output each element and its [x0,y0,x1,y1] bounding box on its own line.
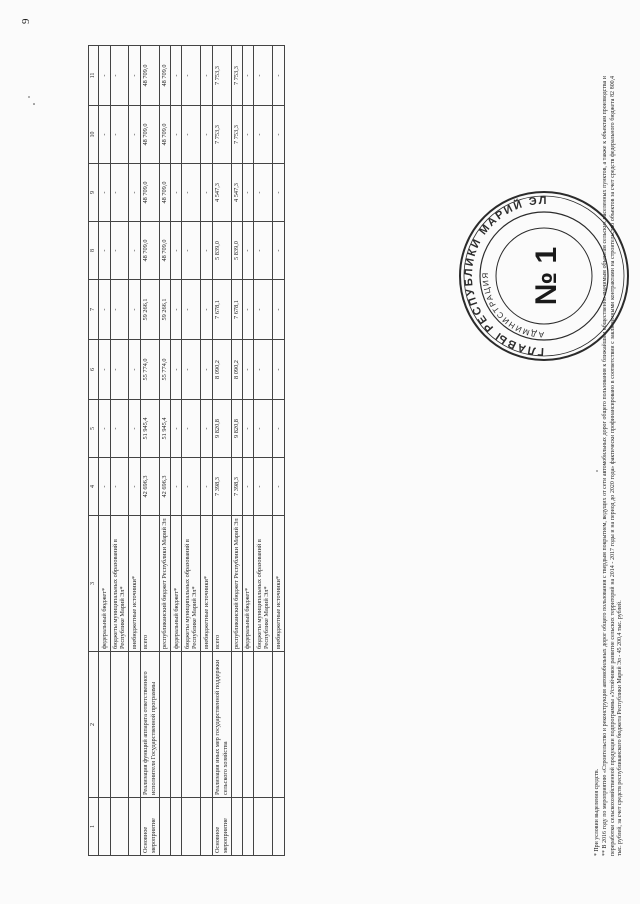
value-cell: - [129,222,140,280]
value-cell: - [99,164,110,222]
value-cell: - [242,106,253,164]
value-cell: - [129,340,140,400]
value-cell: 55 774,0 [159,340,170,400]
table-row [171,46,182,856]
measure-type-cell [129,798,140,856]
measure-name-cell [129,652,140,798]
measure-name-cell [231,652,242,798]
page-number: 9 [20,18,32,24]
value-cell: - [182,106,201,164]
measure-type-cell: Основное мероприятие [212,798,231,856]
measure-name-cell: Реализация иных мер государственной поддержки сельского хозяйства [212,652,231,798]
value-cell: - [110,458,129,516]
table-row [254,46,273,856]
value-cell: 48 709,0 [159,164,170,222]
value-cell: - [273,106,284,164]
value-cell: 8 090,2 [231,340,242,400]
value-cell: - [110,400,129,458]
column-number-cell: 2 [89,652,99,798]
value-cell: - [110,222,129,280]
value-cell: - [201,46,212,106]
value-cell: - [171,222,182,280]
value-cell: 42 696,3 [159,458,170,516]
value-cell: 48 709,0 [159,106,170,164]
svg-text:ГЛАВЫ РЕСПУБЛИКИ МАРИЙ ЭЛ: ГЛАВЫ РЕСПУБЛИКИ МАРИЙ ЭЛ [462,194,549,358]
value-cell: - [171,280,182,340]
value-cell: - [171,106,182,164]
value-cell: - [273,458,284,516]
value-cell: - [201,106,212,164]
column-number-cell: 7 [89,280,99,340]
funding-source-cell: бюджеты муниципальных образований в Республике Марий Эл* [254,516,273,652]
measure-type-cell [201,798,212,856]
measure-type-cell: Основное мероприятие [140,798,159,856]
value-cell: 48 709,0 [159,222,170,280]
value-cell: 9 820,8 [231,400,242,458]
scan-speck [33,103,35,105]
value-cell: - [129,280,140,340]
value-cell: - [273,164,284,222]
value-cell: - [99,340,110,400]
value-cell: - [171,164,182,222]
financing-table [88,45,285,856]
value-cell: 48 709,0 [140,222,159,280]
value-cell: - [242,280,253,340]
value-cell: - [242,340,253,400]
value-cell: - [242,458,253,516]
value-cell: - [110,164,129,222]
column-number-cell: 11 [89,46,99,106]
svg-text:№ 1: № 1 [530,246,563,306]
value-cell: - [171,46,182,106]
value-cell: 7 398,3 [212,458,231,516]
value-cell: 7 678,1 [212,280,231,340]
svg-text:АДМИНИСТРАЦИЯ: АДМИНИСТРАЦИЯ [480,271,545,340]
value-cell: - [254,280,273,340]
table-row [201,46,212,856]
value-cell: - [254,340,273,400]
column-number-cell: 8 [89,222,99,280]
value-cell: 48 709,0 [140,164,159,222]
value-cell: 9 820,8 [212,400,231,458]
value-cell: - [129,458,140,516]
value-cell: 42 696,3 [140,458,159,516]
value-cell: 7 678,1 [231,280,242,340]
value-cell: - [110,280,129,340]
value-cell: 4 547,3 [231,164,242,222]
value-cell: 7 753,3 [212,106,231,164]
funding-source-cell: всего [212,516,231,652]
table-wrapper [88,46,285,856]
value-cell: - [171,458,182,516]
measure-name-cell [182,652,201,798]
value-cell: - [129,400,140,458]
value-cell: - [201,280,212,340]
column-number-cell: 3 [89,516,99,652]
value-cell: - [242,164,253,222]
value-cell: - [182,46,201,106]
value-cell: - [99,106,110,164]
value-cell: - [110,340,129,400]
table-row [140,46,159,856]
value-cell: - [110,106,129,164]
measure-type-cell [110,798,129,856]
value-cell: - [182,340,201,400]
value-cell: - [242,46,253,106]
measure-type-cell [231,798,242,856]
funding-source-cell: федеральный бюджет* [99,516,110,652]
measure-name-cell [110,652,129,798]
measure-name-cell [201,652,212,798]
value-cell: - [171,400,182,458]
value-cell: 5 839,0 [231,222,242,280]
measure-name-cell [273,652,284,798]
funding-source-cell: бюджеты муниципальных образований в Республике Марий Эл* [110,516,129,652]
value-cell: - [171,340,182,400]
value-cell: - [242,222,253,280]
value-cell: - [99,222,110,280]
column-number-cell: 10 [89,106,99,164]
value-cell: 8 090,2 [212,340,231,400]
value-cell: - [201,340,212,400]
column-number-cell: 6 [89,340,99,400]
measure-type-cell [273,798,284,856]
value-cell: - [273,222,284,280]
footnote-2: ** В 2016 году по мероприятию «Строительство и реконструкция автомобильных дорог общего пользования с твердым покрытием, ведущих от сети автомобильных дорог общего пользования к ближайшим общественно значимым объектам сельских населенных пунктов, а также к объектам производства и переработки сельскохозяйственной продукции подпрограммы «Устойчивое развитие сельских территорий на 2014 - 2017 годы и на период до 2020 года» фактически профинансировано в соответствии с заключенными контрактами на строительство объектов за счет средств федерального бюджета 82 800,4 тыс. рублей, за счет средств республиканского бюджета Республики Марий Эл - 45 200,4 тыс. рублей. [601,76,624,856]
value-cell: - [254,46,273,106]
value-cell: 7 753,3 [212,46,231,106]
value-cell: - [129,106,140,164]
footnote-1: * При условии выделения средств. [594,768,600,856]
measure-type-cell [99,798,110,856]
value-cell: - [254,106,273,164]
seal-graphic [456,188,632,364]
table-row [129,46,140,856]
table-row [110,46,129,856]
funding-source-cell: федеральный бюджет* [171,516,182,652]
value-cell: - [201,164,212,222]
measure-type-cell [254,798,273,856]
measure-name-cell [242,652,253,798]
value-cell: - [254,458,273,516]
value-cell: 51 945,4 [140,400,159,458]
value-cell: - [182,222,201,280]
official-seal [456,188,632,364]
measure-type-cell [242,798,253,856]
value-cell: 5 839,0 [212,222,231,280]
table-row [242,46,253,856]
value-cell: 59 266,1 [159,280,170,340]
funding-source-cell: федеральный бюджет* [242,516,253,652]
table-row [212,46,231,856]
value-cell: - [182,164,201,222]
measure-name-cell: Реализация функций аппарата ответственного исполнителя Государственной программы [140,652,159,798]
value-cell: - [201,400,212,458]
value-cell: - [99,400,110,458]
value-cell: - [99,280,110,340]
scan-speck [596,470,598,472]
funding-source-cell: внебюджетные источники* [273,516,284,652]
value-cell: - [273,400,284,458]
value-cell: - [182,458,201,516]
value-cell: - [201,458,212,516]
value-cell: - [254,222,273,280]
table-row [159,46,170,856]
measure-type-cell [159,798,170,856]
value-cell: - [254,164,273,222]
value-cell: - [129,164,140,222]
column-number-cell: 1 [89,798,99,856]
value-cell: - [182,400,201,458]
funding-source-cell: всего [140,516,159,652]
funding-source-cell: внебюджетные источники* [201,516,212,652]
value-cell: 48 709,0 [159,46,170,106]
value-cell: - [129,46,140,106]
table-row [99,46,110,856]
value-cell: - [99,46,110,106]
table-row [182,46,201,856]
measure-name-cell [254,652,273,798]
measure-name-cell [159,652,170,798]
column-number-cell: 9 [89,164,99,222]
value-cell: 7 398,3 [231,458,242,516]
value-cell: 59 266,1 [140,280,159,340]
value-cell: - [273,280,284,340]
value-cell: 7 753,3 [231,46,242,106]
value-cell: - [273,340,284,400]
measure-name-cell [99,652,110,798]
value-cell: - [182,280,201,340]
column-number-cell: 5 [89,400,99,458]
table-row [231,46,242,856]
scan-speck [28,96,30,98]
table-row [273,46,284,856]
value-cell: - [201,222,212,280]
measure-type-cell [182,798,201,856]
column-number-row [89,46,99,856]
value-cell: - [99,458,110,516]
value-cell: 48 709,0 [140,46,159,106]
measure-type-cell [171,798,182,856]
funding-source-cell: бюджеты муниципальных образований в Республике Марий Эл* [182,516,201,652]
value-cell: - [273,46,284,106]
value-cell: 55 774,0 [140,340,159,400]
value-cell: - [242,400,253,458]
value-cell: 4 547,3 [212,164,231,222]
funding-source-cell: республиканский бюджет Республики Марий Эл [159,516,170,652]
funding-source-cell: внебюджетные источники* [129,516,140,652]
funding-source-cell: республиканский бюджет Республики Марий Эл [231,516,242,652]
value-cell: 51 945,4 [159,400,170,458]
value-cell: - [254,400,273,458]
value-cell: - [110,46,129,106]
column-number-cell: 4 [89,458,99,516]
value-cell: 7 753,3 [231,106,242,164]
measure-name-cell [171,652,182,798]
value-cell: 48 709,0 [140,106,159,164]
